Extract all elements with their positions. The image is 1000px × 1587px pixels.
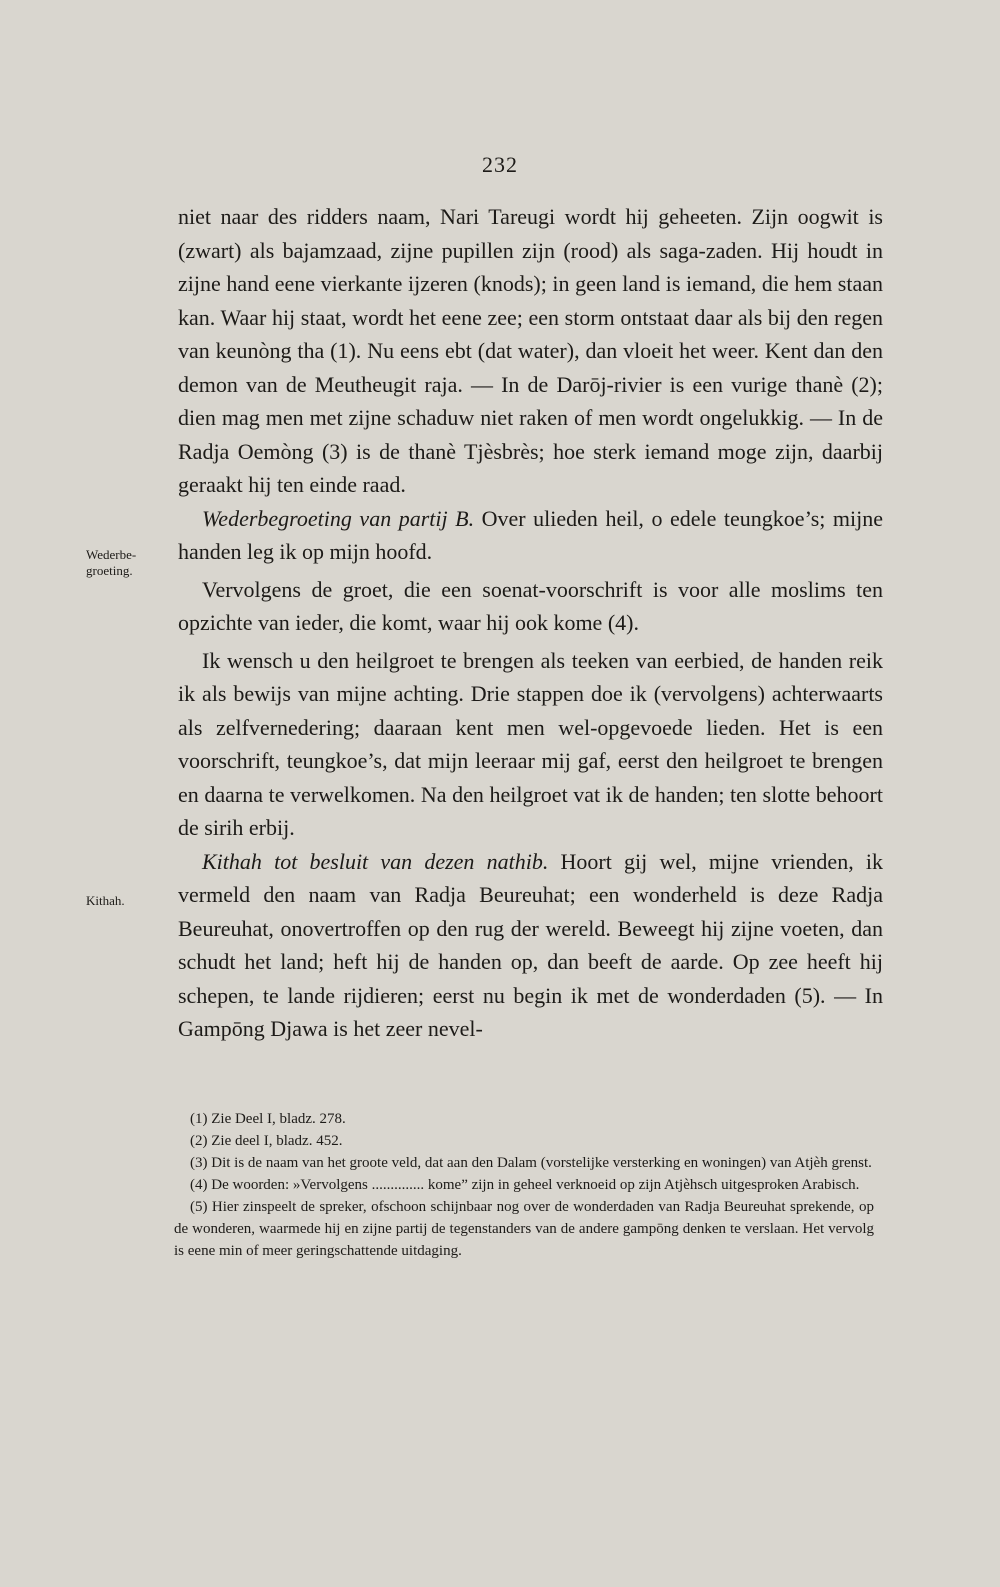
paragraph-3: Vervolgens de groet, die een soenat-voorschrift is voor alle moslims ten opzichte van ieder, die komt, waar hij ook kome (4). xyxy=(178,576,883,635)
footnote-4: (4) De woorden: »Vervolgens .............. kome” zijn in geheel verknoeid op zijn Atjèhsch uitgesproken Arabisch. xyxy=(190,1177,860,1193)
footnote-1: (1) Zie Deel I, bladz. 278. xyxy=(190,1111,346,1127)
paragraph-5 xyxy=(178,845,883,1046)
page-number: 232 xyxy=(482,152,518,177)
margin-note-wederbegroeting xyxy=(86,547,176,579)
margin-note-line: Wederbe- xyxy=(86,547,137,562)
footnote-3: (3) Dit is de naam van het groote veld, dat aan den Dalam (vorstelijke versterking en woningen) van Atjèh grenst. xyxy=(190,1155,872,1171)
margin-note-kithah: Kithah. xyxy=(86,893,125,908)
footnote-5: (5) Hier zinspeelt de spreker, ofschoon schijnbaar nog over de wonderdaden van Radja Beureuhat sprekende, op de wonderen, waarmede hij en zijne partij de tegenstanders van de andere gampōng denken te verslaan. Het vervolg is eene min of meer geringschattende uitdaging. xyxy=(174,1199,874,1259)
footnote-2: (2) Zie deel I, bladz. 452. xyxy=(190,1133,343,1149)
paragraph-heading: Wederbegroeting van partij B. xyxy=(202,505,475,531)
paragraph-text: Over ulieden heil, o edele teungkoe’s; mijne handen leg ik op mijn hoofd. xyxy=(178,505,883,564)
body-text xyxy=(178,200,883,1046)
paragraph-heading: Kithah tot besluit van dezen nathib. xyxy=(202,848,549,874)
paragraph-1: niet naar des ridders naam, Nari Tareugi wordt hij geheeten. Zijn oogwit is (zwart) als bajamzaad, zijne pupillen zijn (rood) als saga-zaden. Hij houdt in zijne hand eene vierkante ijzeren (knods); in geen land is iemand, die hem staan kan. Waar hij staat, wordt het eene zee; een storm ontstaat daar als bij den regen van keunòng tha (1). Nu eens ebt (dat water), dan vloeit het weer. Kent dan den demon van de Meutheugit raja. — In de Darōj-rivier is een vurige thanè (2); dien mag men met zijne schaduw niet raken of men wordt ongelukkig. — In de Radja Oemòng (3) is de thanè Tjèsbrès; hoe sterk iemand moge zijn, daarbij geraakt hij ten einde raad. xyxy=(178,204,883,497)
footnotes xyxy=(174,1108,874,1262)
paragraph-text: Hoort gij wel, mijne vrienden, ik vermeld den naam van Radja Beureuhat; een wonderheld is deze Radja Beureuhat, onovertroffen op den rug der wereld. Beweegt hij zijne voeten, dan schudt het land; heft hij de handen op, dan beeft de aarde. Op zee heeft hij schepen, te lande rijdieren; eerst nu begin ik met de wonderdaden (5). — In Gampōng Djawa is het zeer nevel- xyxy=(178,848,883,1041)
paragraph-2 xyxy=(178,502,883,569)
margin-note-line: groeting. xyxy=(86,563,133,578)
paragraph-4: Ik wensch u den heilgroet te brengen als teeken van eerbied, de handen reik ik als bewijs van mijne achting. Drie stappen doe ik (vervolgens) achterwaarts als zelfvernedering; daaraan kent men wel-opgevoede lieden. Het is een voorschrift, teungkoe’s, dat mijn leeraar mij gaf, eerst den heilgroet te brengen en daarna te verwelkomen. Na den heilgroet vat ik de handen; ten slotte behoort de sirih erbij. xyxy=(178,647,883,840)
